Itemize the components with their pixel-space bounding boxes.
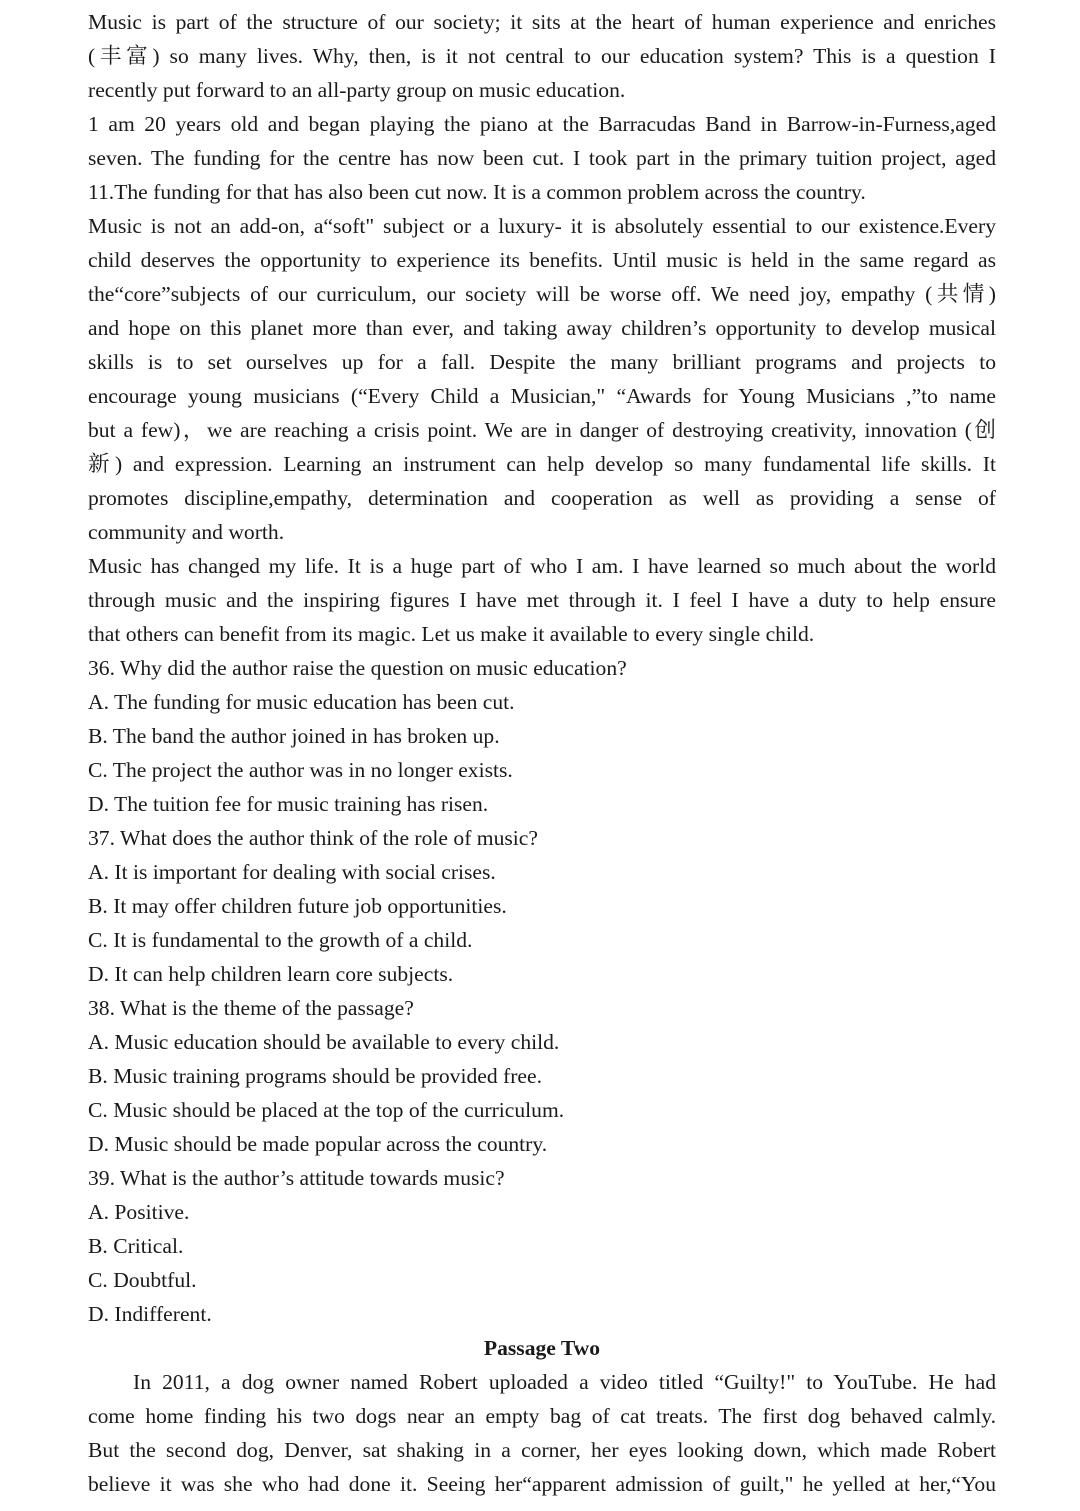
passage-two — [88, 1331, 996, 1501]
passage-line: 11.The funding for that has also been cut now. It is a common problem across the country. — [88, 180, 866, 204]
answer-option: A. It is important for dealing with social crises. — [88, 860, 496, 884]
passage-line: seven. The funding for the centre has now been cut. I took part in the primary tuition project, aged — [88, 146, 996, 170]
answer-option: D. Music should be made popular across the country. — [88, 1132, 548, 1156]
question-stem: 36. Why did the author raise the question on music education? — [88, 656, 627, 680]
answer-option: C. It is fundamental to the growth of a child. — [88, 928, 473, 952]
answer-option: B. It may offer children future job opportunities. — [88, 894, 507, 918]
answer-option: D. The tuition fee for music training has risen. — [88, 792, 489, 816]
passage-line: Music is part of the structure of our society; it sits at the heart of human experience and enriches — [88, 10, 996, 34]
question-stem: 38. What is the theme of the passage? — [88, 996, 414, 1020]
passage-line: but a few)，we are reaching a crisis point. We are in danger of destroying creativity, innovation (创 — [88, 418, 996, 442]
answer-option: D. It can help children learn core subjects. — [88, 962, 454, 986]
passage-line: encourage young musicians (“Every Child a Musician," “Awards for Young Musicians ,”to name — [88, 384, 996, 408]
passage-line: 新) and expression. Learning an instrument can help develop so many fundamental life skills. It — [88, 452, 996, 476]
answer-option: D. Indifferent. — [88, 1302, 212, 1326]
passage-line: (丰富) so many lives. Why, then, is it not central to our education system? This is a question I — [88, 44, 996, 68]
answer-option: B. The band the author joined in has broken up. — [88, 724, 500, 748]
passage-line: Music is not an add-on, a“soft" subject or a luxury- it is absolutely essential to our existence.Every — [88, 214, 996, 238]
answer-option: C. Music should be placed at the top of the curriculum. — [88, 1098, 565, 1122]
question-39 — [88, 1161, 996, 1331]
passage-line: But the second dog, Denver, sat shaking in a corner, her eyes looking down, which made Robert — [88, 1438, 996, 1462]
answer-option: A. Positive. — [88, 1200, 190, 1224]
passage-line: the“core”subjects of our curriculum, our society will be worse off. We need joy, empathy (共情) — [88, 282, 996, 306]
passage-line: skills is to set ourselves up for a fall. Despite the many brilliant programs and projects to — [88, 350, 996, 374]
answer-option: C. The project the author was in no longer exists. — [88, 758, 513, 782]
passage-one — [88, 5, 996, 651]
question-38 — [88, 991, 996, 1161]
passage-line: promotes discipline,empathy, determination and cooperation as well as providing a sense of — [88, 486, 996, 510]
passage-line: come home finding his two dogs near an empty bag of cat treats. The first dog behaved calmly. — [88, 1404, 996, 1428]
question-37 — [88, 821, 996, 991]
question-stem: 37. What does the author think of the role of music? — [88, 826, 538, 850]
passage-line: In 2011, a dog owner named Robert uploaded a video titled “Guilty!" to YouTube. He had — [133, 1370, 996, 1394]
passage-line: recently put forward to an all-party group on music education. — [88, 78, 626, 102]
passage-line: 1 am 20 years old and began playing the piano at the Barracudas Band in Barrow-in-Furness,aged — [88, 112, 996, 136]
passage-line: child deserves the opportunity to experience its benefits. Until music is held in the same regard as — [88, 248, 996, 272]
answer-option: A. Music education should be available to every child. — [88, 1030, 560, 1054]
answer-option: B. Critical. — [88, 1234, 184, 1258]
passage-line: believe it was she who had done it. Seeing her“apparent admission of guilt," he yelled at her,“You — [88, 1472, 996, 1496]
passage-line: community and worth. — [88, 520, 285, 544]
passage-line: that others can benefit from its magic. Let us make it available to every single child. — [88, 622, 815, 646]
passage-two-heading: Passage Two — [483, 1336, 601, 1360]
question-stem: 39. What is the author’s attitude towards music? — [88, 1166, 505, 1190]
answer-option: B. Music training programs should be provided free. — [88, 1064, 542, 1088]
passage-line: through music and the inspiring figures I have met through it. I feel I have a duty to help ensure — [88, 588, 996, 612]
passage-line: Music has changed my life. It is a huge part of who I am. I have learned so much about the world — [88, 554, 996, 578]
answer-option: A. The funding for music education has been cut. — [88, 690, 515, 714]
answer-option: C. Doubtful. — [88, 1268, 197, 1292]
passage-line: and hope on this planet more than ever, and taking away children’s opportunity to develop musical — [88, 316, 996, 340]
question-36 — [88, 651, 996, 821]
